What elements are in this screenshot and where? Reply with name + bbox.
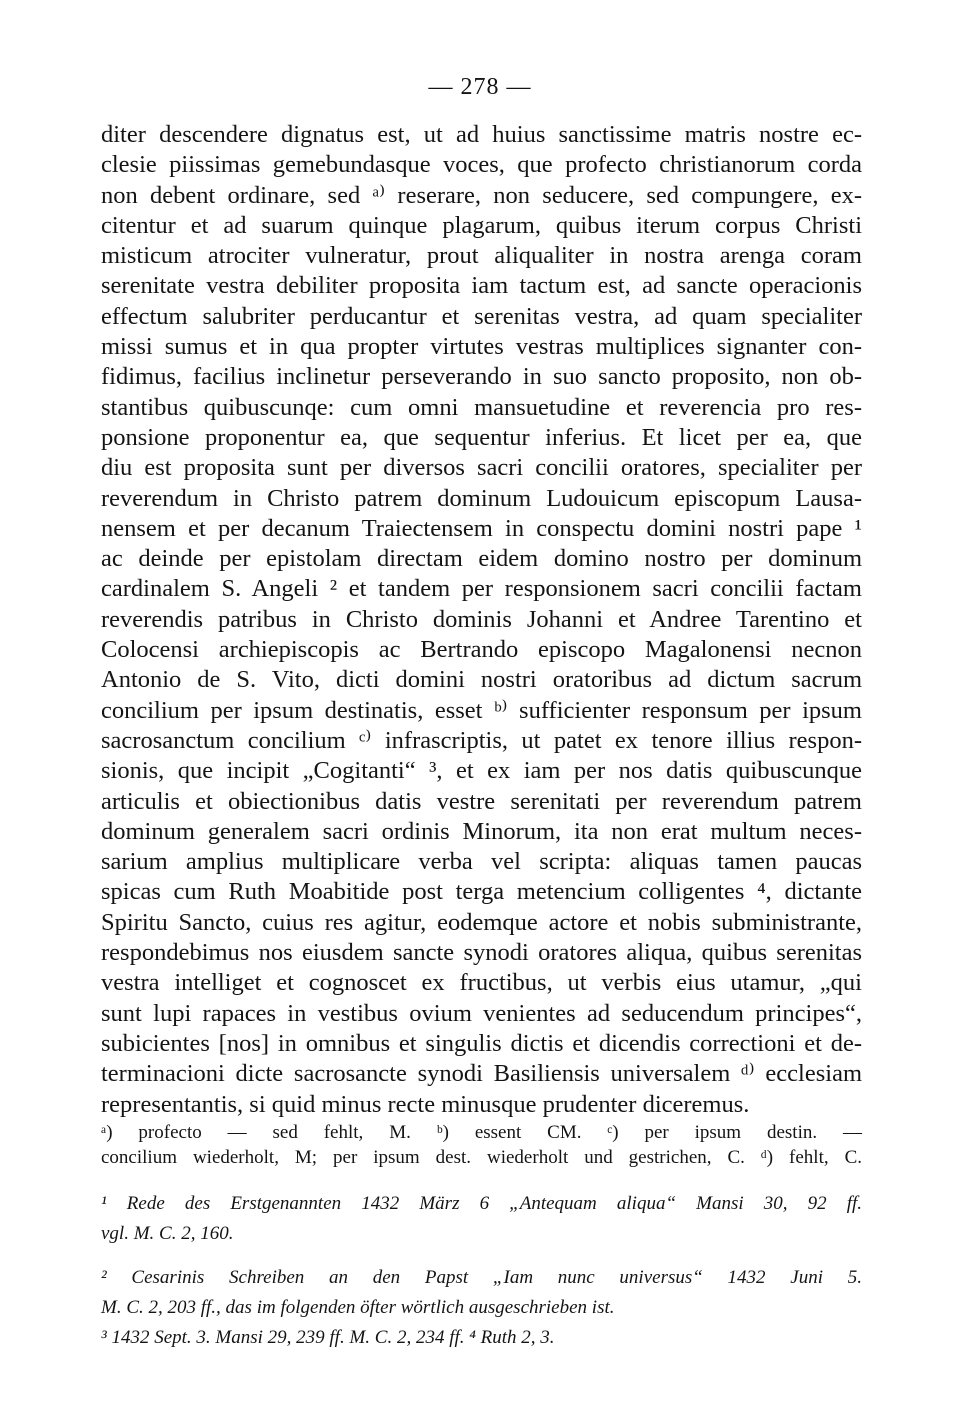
body-line: Antonio de S. Vito, dicti domini nostri oratoribus ad dictum sacrum bbox=[101, 666, 862, 694]
footnotes bbox=[101, 1190, 862, 1354]
body-line: sionis, que incipit „Cogitanti“ ³, et ex iam per nos datis quibuscunque bbox=[101, 757, 862, 785]
body-line: reverendum in Christo patrem dominum Ludouicum episcopum Lausa- bbox=[101, 484, 862, 512]
body-line: sarium amplius multiplicare verba vel scripta: aliquas tamen paucas bbox=[101, 848, 862, 876]
page-number: — 278 — bbox=[428, 74, 532, 100]
body-line: clesie piissimas gemebundasque voces, que profecto christianorum corda bbox=[101, 151, 862, 179]
body-line: Colocensi archiepiscopis ac Bertrando episcopo Magalonensi necnon bbox=[101, 636, 862, 664]
body-line: ac deinde per epistolam directam eidem domino nostro per dominum bbox=[101, 545, 862, 573]
body-line: diter descendere dignatus est, ut ad huius sanctissime matris nostre ec- bbox=[101, 121, 862, 148]
body-line: sacrosanctum concilium ᶜ⁾ infrascriptis, ut patet ex tenore illius respon- bbox=[101, 726, 862, 754]
footnote-line: ³ 1432 Sept. 3. Mansi 29, 239 ff. M. C. 2, 234 ff. ⁴ Ruth 2, 3. bbox=[101, 1327, 555, 1348]
body-line: citentur et ad suarum quinque plagarum, quibus iterum corpus Christi bbox=[101, 211, 862, 239]
footnote-line: M. C. 2, 203 ff., das im folgenden öfter wörtlich ausgeschrieben ist. bbox=[101, 1297, 615, 1318]
body-line: subicientes [nos] in omnibus et singulis dictis et dicendis correctioni et de- bbox=[101, 1029, 862, 1057]
body-text bbox=[101, 120, 862, 1120]
body-line: diu est proposita sunt per diversos sacri concilii oratores, specialiter per bbox=[101, 454, 862, 482]
body-line: misticum atrociter vulneratur, prout aliqualiter in nostra arenga coram bbox=[101, 242, 862, 270]
body-line: nensem et per decanum Traiectensem in conspectu domini nostri pape ¹ bbox=[101, 514, 862, 542]
body-line: spicas cum Ruth Moabitide post terga metencium colligentes ⁴, dictante bbox=[101, 878, 862, 906]
body-line: respondebimus nos eiusdem sancte synodi oratores aliqua, quibus serenitas bbox=[101, 939, 862, 967]
footnote-line: vgl. M. C. 2, 160. bbox=[101, 1223, 234, 1244]
footnote-line: ² Cesarinis Schreiben an den Papst „Iam nunc universus“ 1432 Juni 5. bbox=[101, 1267, 862, 1288]
body-line: concilium per ipsum destinatis, esset ᵇ⁾ sufficienter responsum per ipsum bbox=[101, 696, 862, 724]
body-line: vestra intelliget et cognoscet ex fructibus, ut verbis eius utamur, „qui bbox=[101, 969, 862, 997]
body-line: Spiritu Sancto, cuius res agitur, eodemque actore et nobis subministrante, bbox=[101, 908, 862, 936]
body-line: representantis, si quid minus recte minusque prudenter diceremus. bbox=[101, 1090, 750, 1118]
body-line: fidimus, facilius inclinetur perseverando in suo sancto proposito, non ob- bbox=[101, 363, 862, 391]
body-line: stantibus quibuscunqe: cum omni mansuetudine et reverencia pro res- bbox=[101, 393, 862, 421]
critical-apparatus bbox=[101, 1120, 862, 1170]
body-line: cardinalem S. Angeli ² et tandem per responsionem sacri concilii factam bbox=[101, 575, 862, 603]
body-line: ponsione proponentur ea, que sequentur inferius. Et licet per ea, que bbox=[101, 423, 862, 451]
footnote-line: ¹ Rede des Erstgenannten 1432 März 6 „Antequam aliqua“ Mansi 30, 92 ff. bbox=[101, 1193, 862, 1214]
body-line: dominum generalem sacri ordinis Minorum, ita non erat multum neces- bbox=[101, 817, 862, 845]
apparatus-line: ᵃ) profecto — sed fehlt, M. ᵇ) essent CM. ᶜ) per ipsum destin. — bbox=[101, 1122, 862, 1143]
apparatus-line: concilium wiederholt, M; per ipsum dest. wiederholt und gestrichen, C. ᵈ) fehlt, C. bbox=[101, 1147, 862, 1168]
body-line: terminacioni dicte sacrosancte synodi Basiliensis universalem ᵈ⁾ ecclesiam bbox=[101, 1060, 862, 1088]
body-line: sunt lupi rapaces in vestibus ovium venientes ad seducendum principes“, bbox=[101, 999, 862, 1027]
body-line: articulis et obiectionibus datis vestre serenitati per reverendum patrem bbox=[101, 787, 862, 815]
body-line: missi sumus et in qua propter virtutes vestras multiplices signanter con- bbox=[101, 333, 862, 361]
body-line: non debent ordinare, sed ᵃ⁾ reserare, non seducere, sed compungere, ex- bbox=[101, 181, 862, 209]
body-line: serenitate vestra debiliter proposita iam tactum est, ad sancte operacionis bbox=[101, 272, 862, 300]
body-line: effectum salubriter perducantur et serenitas vestra, ad quam specialiter bbox=[101, 302, 862, 330]
body-line: reverendis patribus in Christo dominis Johanni et Andree Tarentino et bbox=[101, 605, 862, 633]
